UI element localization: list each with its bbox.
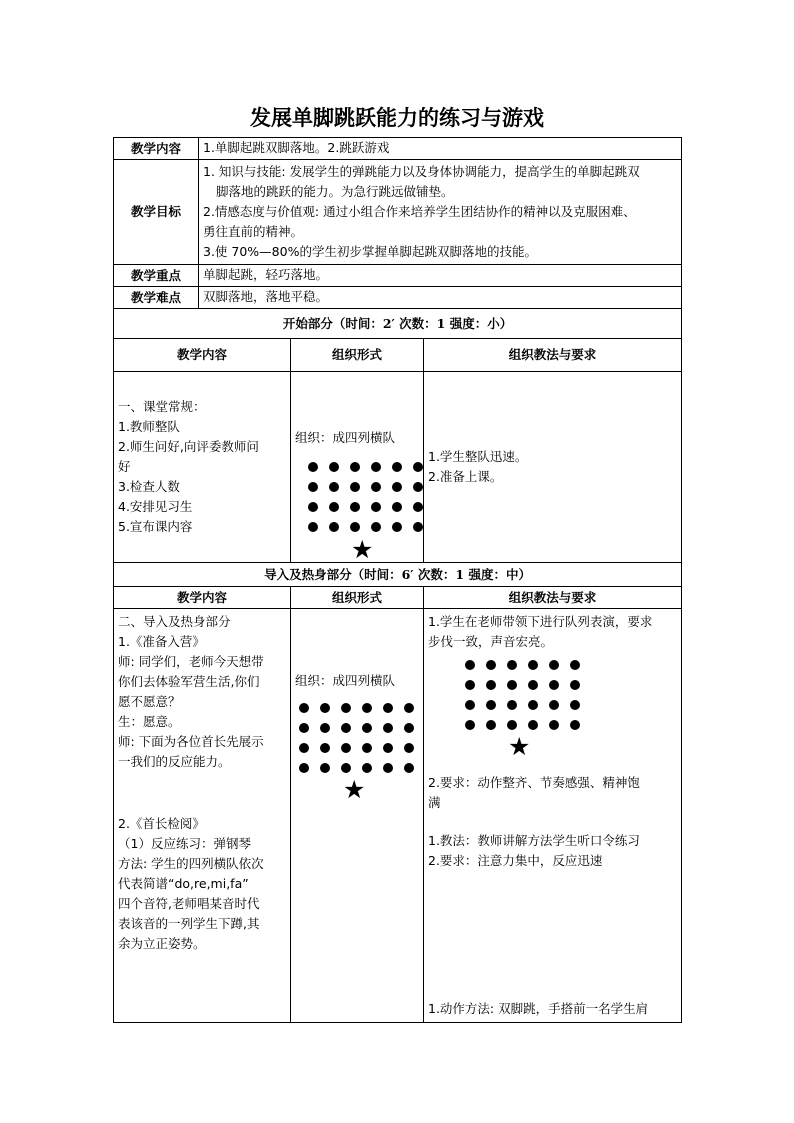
- goals-label: 教学目标: [114, 160, 199, 265]
- student-dot: [486, 700, 496, 710]
- student-dot: [404, 763, 414, 773]
- student-dot: [392, 482, 402, 492]
- student-dot: [392, 462, 402, 472]
- requirement-line: 2.要求：动作整齐、节奏感强、精神饱: [428, 775, 640, 790]
- goals-cell: [199, 160, 682, 265]
- student-dot: [320, 763, 330, 773]
- student-dot: [371, 462, 381, 472]
- student-dot: [299, 723, 309, 733]
- student-dot: [383, 743, 393, 753]
- content-value: 1.单脚起跳双脚落地。2.跳跃游戏: [199, 138, 682, 160]
- formation-dots: [299, 703, 419, 773]
- section1-header-row: [114, 339, 682, 372]
- student-dot: [465, 680, 475, 690]
- student-dot: [371, 522, 381, 532]
- content-line: 好: [118, 459, 131, 474]
- student-dot: [413, 482, 423, 492]
- student-dot: [570, 680, 580, 690]
- section1-title-row: [114, 309, 682, 339]
- student-dot: [549, 680, 559, 690]
- student-dot: [341, 703, 351, 713]
- goal-line: 2.情感态度与价值观: 通过小组合作来培养学生团结协作的精神以及克服困难、: [203, 204, 636, 219]
- section1-org-cell: [291, 372, 424, 563]
- org-text: 组织：成四列横队: [295, 673, 396, 688]
- student-dot: [392, 502, 402, 512]
- student-dot: [528, 720, 538, 730]
- content-line: 一我们的反应能力。: [118, 754, 231, 769]
- section2-org-cell: [291, 609, 424, 1023]
- goal-line: 3.使 70%—80%的学生初步掌握单脚起跳双脚落地的技能。: [203, 244, 537, 259]
- student-dot: [383, 703, 393, 713]
- student-dot: [341, 723, 351, 733]
- student-dot: [507, 660, 517, 670]
- teacher-star-icon: ★: [508, 732, 531, 761]
- content-line: 表该音的一列学生下蹲,其: [118, 916, 260, 931]
- content-line: 生：愿意。: [118, 714, 181, 729]
- student-dot: [308, 522, 318, 532]
- content-line: 2.师生问好,向评委教师问: [118, 439, 259, 454]
- key-value: 单脚起跳，轻巧落地。: [199, 265, 682, 287]
- student-dot: [392, 522, 402, 532]
- student-dot: [486, 720, 496, 730]
- section2-body-row: [114, 609, 682, 1023]
- content-line: 5.宣布课内容: [118, 519, 193, 534]
- student-dot: [320, 743, 330, 753]
- student-dot: [570, 660, 580, 670]
- page-title: 发展单脚跳跃能力的练习与游戏: [250, 105, 544, 130]
- goal-line: 勇往直前的精神。: [203, 224, 304, 239]
- student-dot: [308, 482, 318, 492]
- student-dot: [362, 703, 372, 713]
- requirement-line: 1.动作方法: 双脚跳，手搭前一名学生肩: [428, 1001, 649, 1016]
- student-dot: [320, 703, 330, 713]
- student-dot: [507, 700, 517, 710]
- content-line: 一、课堂常规：: [118, 399, 206, 414]
- content-line: 师: 下面为各位首长先展示: [118, 734, 264, 749]
- student-dot: [341, 743, 351, 753]
- student-dot: [350, 522, 360, 532]
- requirement-line: 满: [428, 795, 441, 810]
- key-row: [114, 265, 682, 287]
- requirement-line: 1.学生在老师带领下进行队列表演，要求: [428, 614, 653, 629]
- content-line: 1.教师整队: [118, 419, 180, 434]
- section2-col-requirements: 组织教法与要求: [424, 587, 682, 609]
- student-dot: [308, 462, 318, 472]
- section1-title: 开始部分（时间：2′ 次数：1 强度：小）: [114, 309, 682, 339]
- requirement-line: 2.要求：注意力集中，反应迅速: [428, 853, 603, 868]
- student-dot: [362, 723, 372, 733]
- section2-header-row: [114, 587, 682, 609]
- content-line: 四个音符,老师唱某音时代: [118, 896, 260, 911]
- student-dot: [549, 700, 559, 710]
- student-dot: [383, 763, 393, 773]
- section2-col-org: 组织形式: [291, 587, 424, 609]
- section2-requirements-cell: [424, 609, 682, 1023]
- requirement-line: 2.准备上课。: [428, 469, 503, 484]
- student-dot: [404, 723, 414, 733]
- content-line: 师: 同学们，老师今天想带: [118, 654, 264, 669]
- student-dot: [507, 680, 517, 690]
- student-dot: [465, 660, 475, 670]
- teacher-star-icon: ★: [351, 535, 374, 564]
- student-dot: [549, 660, 559, 670]
- student-dot: [341, 763, 351, 773]
- student-dot: [528, 680, 538, 690]
- student-dot: [528, 700, 538, 710]
- content-line: 1.《准备入营》: [118, 634, 205, 649]
- student-dot: [465, 700, 475, 710]
- content-label: 教学内容: [114, 138, 199, 160]
- goals-row: [114, 160, 682, 265]
- section1-col-requirements: 组织教法与要求: [424, 339, 682, 372]
- student-dot: [549, 720, 559, 730]
- student-dot: [570, 720, 580, 730]
- student-dot: [413, 462, 423, 472]
- content-line: 2.《首长检阅》: [118, 816, 205, 831]
- section1-col-org: 组织形式: [291, 339, 424, 372]
- student-dot: [570, 700, 580, 710]
- student-dot: [383, 723, 393, 733]
- student-dot: [507, 720, 517, 730]
- student-dot: [362, 743, 372, 753]
- student-dot: [320, 723, 330, 733]
- student-dot: [465, 720, 475, 730]
- requirement-line: 1.学生整队迅速。: [428, 449, 528, 464]
- goal-line: 1. 知识与技能: 发展学生的弹跳能力以及身体协调能力，提高学生的单脚起跳双: [203, 164, 640, 179]
- key-label: 教学重点: [114, 265, 199, 287]
- student-dot: [404, 703, 414, 713]
- difficult-label: 教学难点: [114, 287, 199, 309]
- content-row: [114, 138, 682, 160]
- student-dot: [299, 703, 309, 713]
- requirement-line: 1.教法：教师讲解方法学生听口令练习: [428, 833, 640, 848]
- student-dot: [299, 763, 309, 773]
- student-dot: [329, 522, 339, 532]
- section1-col-content: 教学内容: [114, 339, 291, 372]
- teacher-star-icon: ★: [343, 775, 366, 804]
- goal-line: 脚落地的跳跃的能力。为急行跳远做铺垫。: [216, 184, 454, 199]
- student-dot: [350, 482, 360, 492]
- student-dot: [350, 502, 360, 512]
- section1-content-cell: [114, 372, 291, 563]
- requirement-line: 步伐一致，声音宏亮。: [428, 634, 554, 649]
- org-text: 组织：成四列横队: [295, 430, 396, 445]
- section1-requirements-cell: [424, 372, 682, 563]
- content-line: 3.检查人数: [118, 479, 180, 494]
- student-dot: [486, 680, 496, 690]
- difficult-row: [114, 287, 682, 309]
- student-dot: [299, 743, 309, 753]
- student-dot: [362, 763, 372, 773]
- content-line: 4.安排见习生: [118, 499, 193, 514]
- content-line: 二、导入及热身部分: [118, 614, 231, 629]
- student-dot: [329, 502, 339, 512]
- content-line: 余为立正姿势。: [118, 936, 206, 951]
- section2-title: 导入及热身部分（时间：6′ 次数：1 强度：中）: [114, 563, 682, 587]
- student-dot: [329, 462, 339, 472]
- formation-dots: [308, 462, 419, 532]
- student-dot: [308, 502, 318, 512]
- content-line: 代表简谱“do,re,mi,fa”: [118, 876, 249, 891]
- student-dot: [413, 522, 423, 532]
- content-line: 你们去体验军营生活,你们: [118, 674, 260, 689]
- student-dot: [329, 482, 339, 492]
- formation-dots: [465, 660, 677, 730]
- content-line: 方法: 学生的四列横队依次: [118, 856, 264, 871]
- section2-col-content: 教学内容: [114, 587, 291, 609]
- content-line: （1）反应练习：弹钢琴: [118, 836, 251, 851]
- student-dot: [350, 462, 360, 472]
- student-dot: [371, 482, 381, 492]
- lesson-plan-table: [113, 137, 682, 1023]
- section1-body-row: [114, 372, 682, 563]
- content-line: 愿不愿意？: [118, 694, 181, 709]
- student-dot: [528, 660, 538, 670]
- student-dot: [404, 743, 414, 753]
- difficult-value: 双脚落地，落地平稳。: [199, 287, 682, 309]
- student-dot: [413, 502, 423, 512]
- student-dot: [486, 660, 496, 670]
- student-dot: [371, 502, 381, 512]
- section2-title-row: [114, 563, 682, 587]
- section2-content-cell: [114, 609, 291, 1023]
